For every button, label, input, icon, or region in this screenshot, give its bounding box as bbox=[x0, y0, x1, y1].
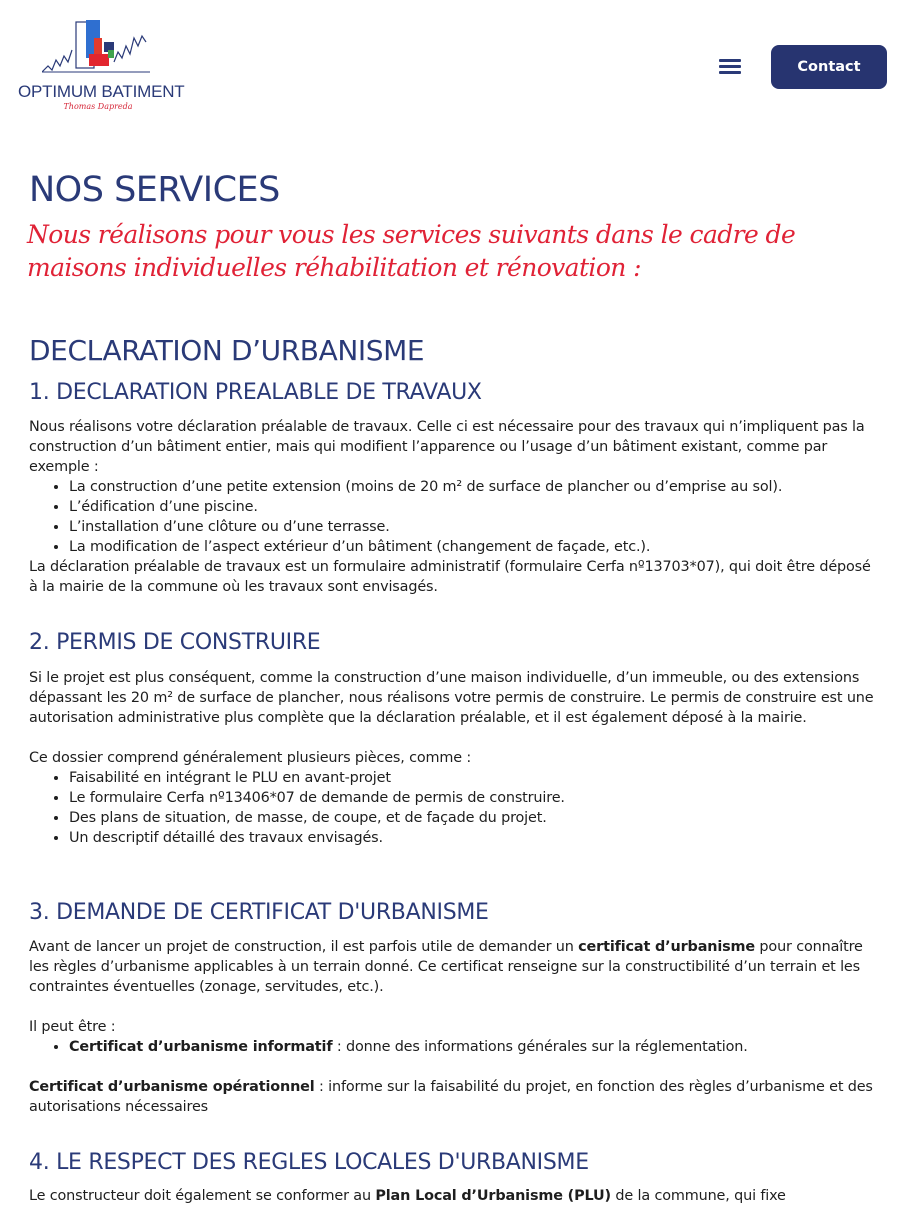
paragraph: Nous réalisons votre déclaration préalable de travaux. Celle ci est nécessaire pour des travaux qui n’impliquent pas la construction d’un bâtiment entier, mais qui modifient l’apparence ou l’usage d’un bâtiment existant, comme par exemple : bbox=[29, 419, 865, 475]
hamburger-menu-icon[interactable] bbox=[719, 59, 741, 77]
paragraph: Certificat d’urbanisme opérationnel : informe sur la faisabilité du projet, en fonction des règles d’urbanisme et des autorisations nécessaires bbox=[29, 1079, 873, 1115]
section-regles-locales bbox=[29, 1186, 879, 1206]
list-item: • L’installation d’une clôture ou d’une terrasse. bbox=[69, 517, 879, 537]
list-item: • Faisabilité en intégrant le PLU en avant-projet bbox=[69, 768, 879, 788]
heading-certificat-urbanisme: 3. DEMANDE DE CERTIFICAT D'URBANISME bbox=[29, 900, 489, 925]
logo-wordmark: OPTIMUM BATIMENT bbox=[18, 82, 185, 101]
bullet-list bbox=[29, 477, 879, 557]
paragraph: La déclaration préalable de travaux est un formulaire administratif (formulaire Cerfa nº13703*07), qui doit être déposé à la mairie de la commune où les travaux sont envisagés. bbox=[29, 559, 871, 595]
paragraph: Si le projet est plus conséquent, comme la construction d’une maison individuelle, d’un immeuble, ou des extensions dépassant les 20 m² de surface de plancher, nous réalisons votre permis de construire. Le permis de construire est une autorisation administrative plus complète que la déclaration préalable, et il est également déposé à la mairie. bbox=[29, 670, 874, 726]
contact-button[interactable]: Contact bbox=[771, 45, 887, 89]
bullet-list bbox=[29, 1037, 879, 1057]
heading-permis-de-construire: 2. PERMIS DE CONSTRUIRE bbox=[29, 630, 321, 655]
site-header bbox=[0, 0, 897, 130]
logo-signature: Thomas Dapreda bbox=[63, 102, 133, 111]
list-item: • La modification de l’aspect extérieur d’un bâtiment (changement de façade, etc.). bbox=[69, 537, 879, 557]
section-declaration-prealable bbox=[29, 417, 879, 597]
building-logo-icon bbox=[42, 16, 154, 78]
list-item: • Le formulaire Cerfa nº13406*07 de demande de permis de construire. bbox=[69, 788, 879, 808]
section-certificat-urbanisme bbox=[29, 937, 879, 1117]
list-item: • L’édification d’une piscine. bbox=[69, 497, 879, 517]
section-permis-de-construire bbox=[29, 668, 879, 848]
list-item: • Certificat d’urbanisme informatif : donne des informations générales sur la réglementation. bbox=[69, 1037, 879, 1057]
list-item: • La construction d’une petite extension (moins de 20 m² de surface de plancher ou d’emprise au sol). bbox=[69, 477, 879, 497]
paragraph: Il peut être : bbox=[29, 1019, 116, 1035]
heading-declaration-prealable: 1. DECLARATION PREALABLE DE TRAVAUX bbox=[29, 380, 482, 405]
list-item: • Un descriptif détaillé des travaux envisagés. bbox=[69, 828, 879, 848]
page-title: NOS SERVICES bbox=[29, 170, 280, 210]
page-subtitle: Nous réalisons pour vous les services suivants dans le cadre de maisons individuelles réhabilitation et rénovation : bbox=[27, 220, 796, 282]
paragraph: Avant de lancer un projet de construction, il est parfois utile de demander un certificat d’urbanisme pour connaître les règles d’urbanisme applicables à un terrain donné. Ce certificat renseigne sur la constructibilité d’un terrain et les contraintes éventuelles (zonage, servitudes, etc.). bbox=[29, 939, 863, 995]
brand-logo[interactable] bbox=[18, 16, 185, 116]
paragraph: Le constructeur doit également se conformer au Plan Local d’Urbanisme (PLU) de la commune, qui fixe bbox=[29, 1188, 786, 1204]
heading-regles-locales: 4. LE RESPECT DES REGLES LOCALES D'URBANISME bbox=[29, 1150, 589, 1175]
paragraph: Ce dossier comprend généralement plusieurs pièces, comme : bbox=[29, 750, 472, 766]
bullet-list bbox=[29, 768, 879, 848]
list-item: • Des plans de situation, de masse, de coupe, et de façade du projet. bbox=[69, 808, 879, 828]
section-title-urbanisme: DECLARATION D’URBANISME bbox=[29, 334, 425, 367]
